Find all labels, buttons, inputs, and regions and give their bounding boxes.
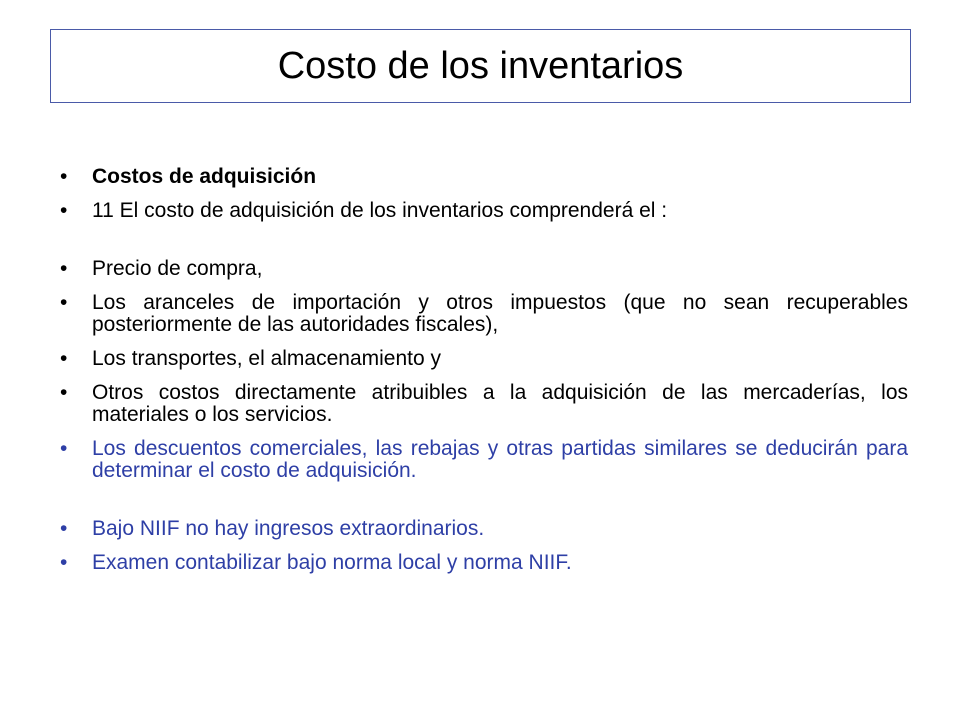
bullet-item	[60, 166, 908, 188]
bullet-text: Bajo NIIF no hay ingresos extraordinarios.	[92, 517, 485, 540]
bullet-item-highlight	[60, 518, 908, 540]
bullet-item-highlight	[60, 552, 908, 574]
spacer	[60, 494, 908, 518]
bullet-dot: •	[60, 347, 68, 370]
bullet-dot: •	[60, 517, 68, 540]
bullet-text: Examen contabilizar bajo norma local y norma NIIF.	[92, 551, 572, 574]
bullet-dot: •	[60, 165, 68, 188]
bullet-text: 11 El costo de adquisición de los inventarios comprenderá el :	[92, 199, 668, 222]
bullet-item-highlight	[60, 438, 908, 482]
bullet-dot: •	[60, 381, 68, 404]
bullet-dot: •	[60, 437, 68, 460]
bullet-dot: •	[60, 551, 68, 574]
bullet-item	[60, 348, 908, 370]
bullet-text: Costos de adquisición	[92, 165, 317, 188]
bullet-text: Otros costos directamente atribuibles a la adquisición de las mercaderías, los materiales o los servicios.	[92, 381, 908, 426]
slide-title-box	[50, 29, 911, 103]
slide-title: Costo de los inventarios	[277, 44, 684, 87]
bullet-item	[60, 292, 908, 336]
bullet-text: Los aranceles de importación y otros impuestos (que no sean recuperables posteriormente de las autoridades fiscales),	[92, 291, 908, 336]
bullet-dot: •	[60, 257, 68, 280]
bullet-item	[60, 200, 908, 222]
bullet-item	[60, 382, 908, 426]
bullet-text: Precio de compra,	[92, 257, 263, 280]
bullet-dot: •	[60, 291, 68, 314]
spacer	[60, 234, 908, 258]
bullet-dot: •	[60, 199, 68, 222]
bullet-text: Los descuentos comerciales, las rebajas y otras partidas similares se deducirán para determinar el costo de adquisición.	[92, 437, 908, 482]
bullet-item	[60, 258, 908, 280]
bullet-text: Los transportes, el almacenamiento y	[92, 347, 442, 370]
bullet-list	[60, 166, 908, 586]
